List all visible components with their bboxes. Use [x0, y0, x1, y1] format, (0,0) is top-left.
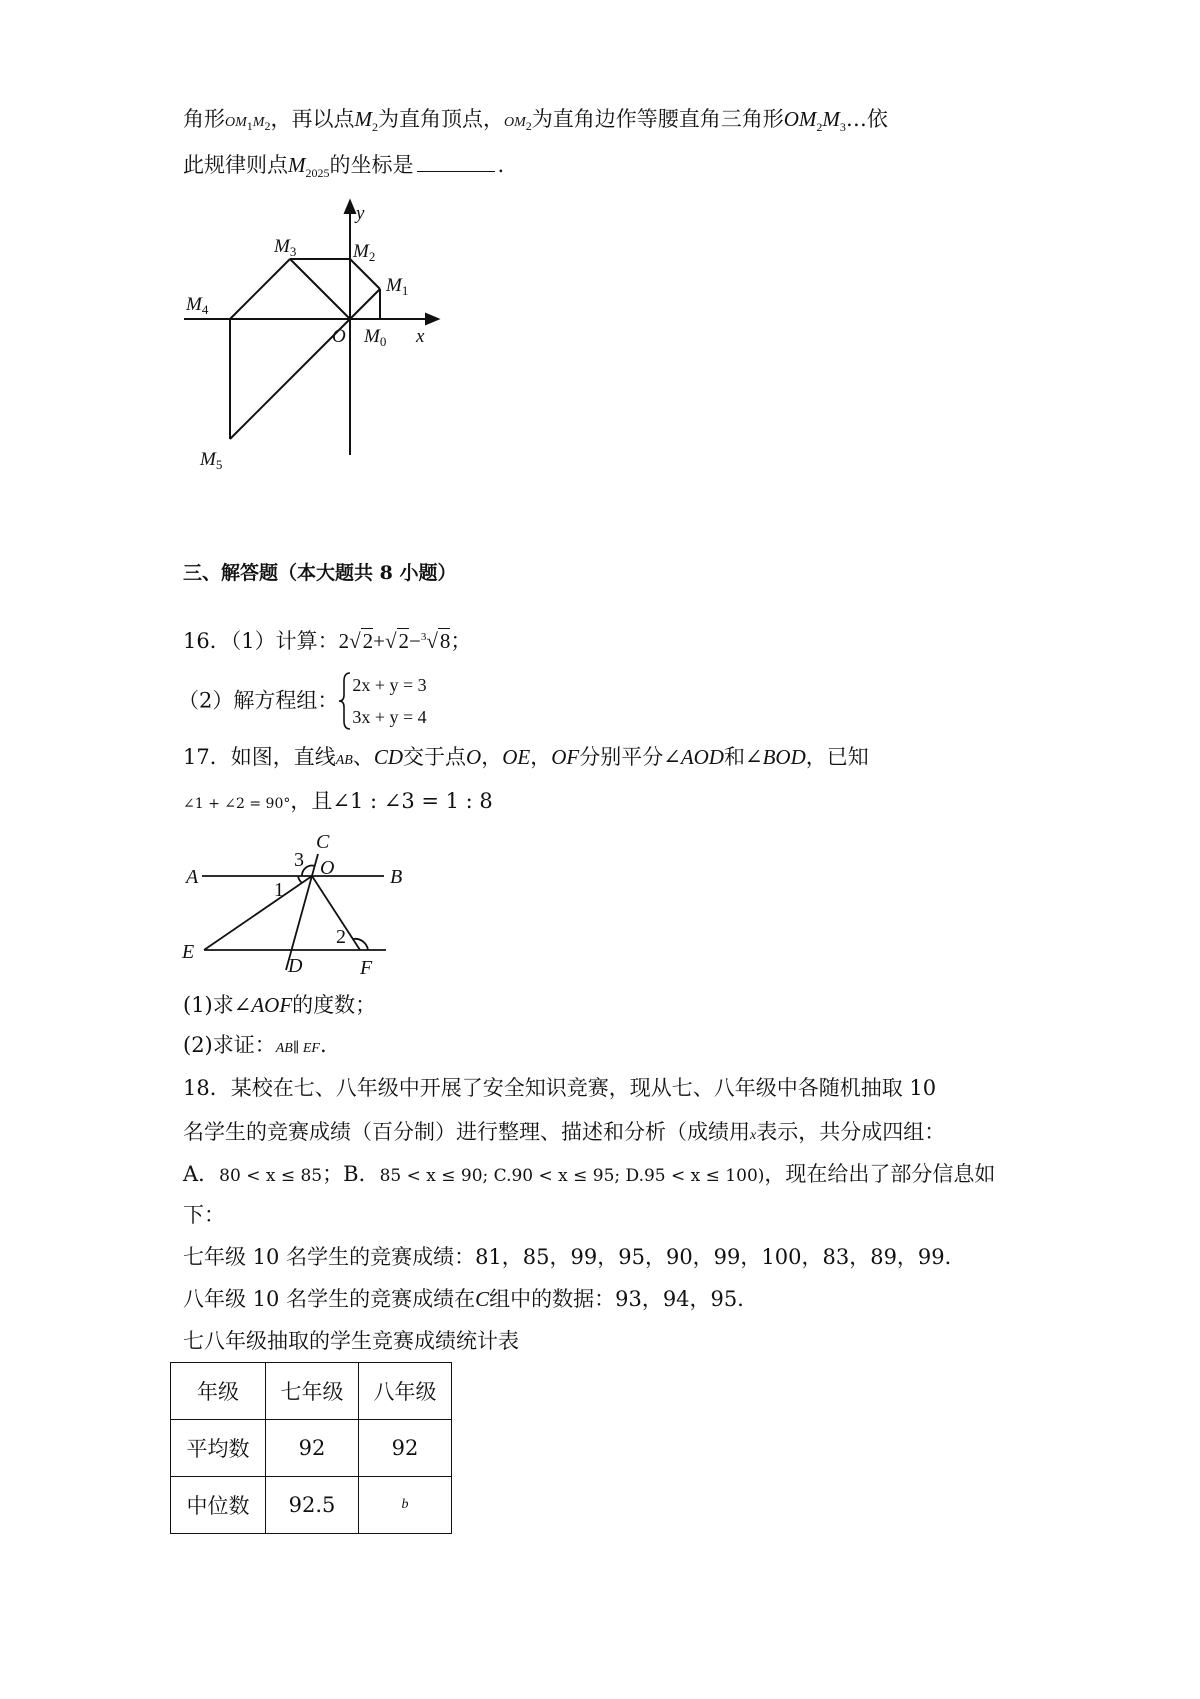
- label-M5: $M_5$: [200, 449, 223, 472]
- line-OE: [204, 876, 312, 950]
- brace-icon: [338, 671, 352, 731]
- label-M2: $M_2$: [353, 241, 376, 264]
- q15-line-2: 此规律则点$M_{2025}$的坐标是 .: [183, 153, 505, 181]
- figure-lines-angles: [178, 828, 418, 978]
- q18-line-4: 下：: [183, 1203, 225, 1227]
- q18-line-7: 七八年级抽取的学生竞赛成绩统计表: [183, 1329, 519, 1353]
- label-M1: $M_1$: [386, 275, 409, 298]
- label-x: x: [416, 326, 425, 347]
- q18-line-6: 八年级 10 名学生的竞赛成绩在C组中的数据：93，94，95．: [183, 1287, 759, 1311]
- label-M0: $M_0$: [364, 326, 387, 349]
- q18-line-2: 名学生的竞赛成绩（百分制）进行整理、描述和分析（成绩用x表示，共分成四组：: [183, 1120, 946, 1144]
- svg-text:B: B: [390, 866, 403, 888]
- equation-system: 2x + y = 3 3x + y = 4: [352, 674, 427, 727]
- label-M3: $M_3$: [274, 236, 297, 259]
- answer-blank: [417, 153, 495, 172]
- svg-text:1: 1: [274, 879, 284, 901]
- figure-spiral-triangles: [170, 195, 460, 485]
- svg-text:A: A: [186, 866, 199, 888]
- q18-line-3: A．80 < x ≤ 85；B．85 < x ≤ 90; C.90 < x ≤ 95; D.95 < x ≤ 100)，现在给出了部分信息如: [183, 1162, 996, 1186]
- svg-text:E: E: [182, 941, 195, 963]
- q17-line-2: ∠1 + ∠2 = 90°，且∠1 : ∠3 = 1 : 8: [183, 789, 493, 813]
- math-om2: $OM_2$: [503, 115, 532, 133]
- q17-part1: (1)求∠AOF的度数；: [183, 993, 377, 1017]
- svg-text:F: F: [360, 957, 373, 978]
- label-y: y: [356, 203, 365, 224]
- q17-line-1: 17．如图，直线AB、CD交于点O，OE，OF分别平分∠AOD和∠BOD，已知: [183, 745, 869, 769]
- angle-2-arc: [353, 939, 368, 950]
- svg-text:C: C: [316, 831, 330, 853]
- expr-calc: 2√2+√2−$^3$√8: [338, 629, 451, 653]
- table-row: 中位数 92.5 b: [171, 1477, 452, 1534]
- q16-part2: （2）解方程组：2x + y = 3 3x + y = 4: [178, 664, 427, 734]
- math-m2025: $M_{2025}$: [288, 153, 330, 181]
- svg-text:3: 3: [294, 849, 304, 871]
- math-om2m3: $OM_2M_3$: [783, 107, 846, 135]
- table-header-row: 年级 七年级 八年级: [171, 1363, 452, 1420]
- q17-part2: (2)求证：AB∥ EF.: [183, 1033, 327, 1057]
- section-heading: 三、解答题（本大题共 8 小题）: [183, 562, 457, 584]
- math-om1m2: $OM_1M_2$: [225, 115, 271, 133]
- label-M4: $M_4$: [186, 294, 209, 317]
- stats-table: [170, 1362, 452, 1534]
- q18-line-5: 七年级 10 名学生的竞赛成绩：81，85，99，95，90，99，100，83，89，99．: [183, 1245, 966, 1269]
- table-row: 平均数 92 92: [171, 1420, 452, 1477]
- q15-line-1: 角形$OM_1M_2$，再以点$M_2$为直角顶点，$OM_2$为直角边作等腰直角三角形$OM_2M_3\dots$依: [183, 107, 888, 135]
- svg-text:2: 2: [336, 926, 346, 948]
- q18-line-1: 18．某校在七、八年级中开展了安全知识竞赛，现从七、八年级中各随机抽取 10: [183, 1076, 937, 1100]
- svg-text:O: O: [320, 857, 335, 879]
- y-axis-arrow: [345, 201, 355, 213]
- angle-1-arc: [298, 876, 302, 883]
- math-m2: $M_2$: [354, 107, 378, 135]
- svg-text:D: D: [288, 955, 303, 977]
- x-axis-arrow: [426, 314, 438, 324]
- q16-part1: 16．（1）计算：2√2+√2−$^3$√8；: [183, 629, 472, 653]
- label-O: O: [332, 326, 346, 347]
